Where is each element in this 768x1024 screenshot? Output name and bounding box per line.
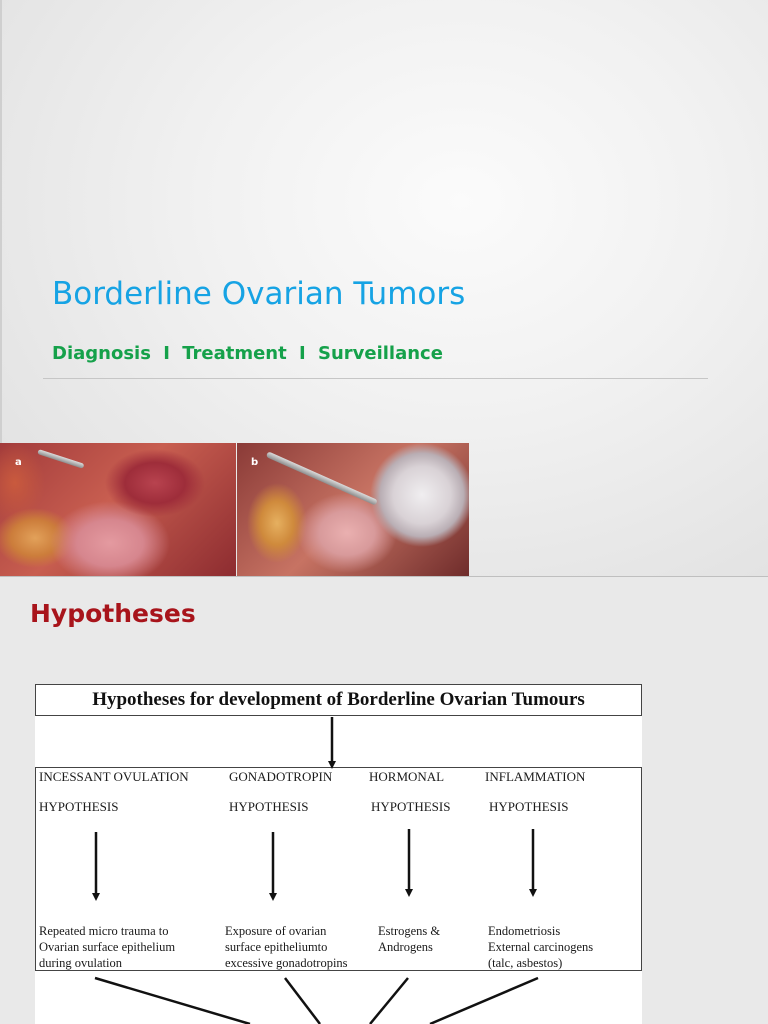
subtitle-diagnosis: Diagnosis bbox=[52, 343, 151, 364]
hypothesis-cause: Repeated micro trauma to Ovarian surface epithelium during ovulation bbox=[39, 924, 176, 970]
photo-panel-a bbox=[0, 443, 236, 576]
slide-subtitle bbox=[52, 343, 449, 364]
forceps-instrument bbox=[37, 449, 84, 469]
subtitle-surveillance: Surveillance bbox=[317, 343, 443, 364]
hypothesis-cause: Endometriosis External carcinogens (talc, asbestos) bbox=[488, 924, 594, 970]
hypothesis-name: INCESSANT OVULATION bbox=[39, 769, 189, 784]
hypothesis-label: HYPOTHESIS bbox=[39, 799, 119, 814]
slide-title: Borderline Ovarian Tumors bbox=[52, 276, 466, 312]
subtitle-separator: I bbox=[299, 343, 306, 364]
hypothesis-label: HYPOTHESIS bbox=[229, 799, 309, 814]
hypothesis-name: INFLAMMATION bbox=[485, 769, 586, 784]
diagram-title: Hypotheses for development of Borderline Ovarian Tumours bbox=[35, 684, 642, 716]
hypothesis-name: HORMONAL bbox=[369, 769, 445, 784]
slide-heading: Hypotheses bbox=[30, 599, 196, 628]
panel-label-a: a bbox=[15, 457, 22, 468]
hypotheses-diagram bbox=[0, 577, 768, 1024]
converge-line-1 bbox=[95, 978, 250, 1024]
panel-label-b: b bbox=[251, 457, 259, 468]
subtitle-treatment: Treatment bbox=[182, 343, 287, 364]
hypothesis-label: HYPOTHESIS bbox=[489, 799, 569, 814]
converge-line-3 bbox=[370, 978, 408, 1024]
hypotheses-slide bbox=[0, 577, 768, 1024]
laparoscopy-photo bbox=[0, 443, 469, 576]
photo-panel-b bbox=[237, 443, 469, 576]
hypothesis-label: HYPOTHESIS bbox=[371, 799, 451, 814]
hypothesis-cause: Estrogens & Androgens bbox=[378, 924, 441, 954]
subtitle-separator: I bbox=[163, 343, 170, 364]
converge-line-4 bbox=[430, 978, 538, 1024]
hypothesis-cause: Exposure of ovarian surface epitheliumto excessive gonadotropins bbox=[225, 924, 348, 970]
hypothesis-name: GONADOTROPIN bbox=[229, 769, 333, 784]
converge-line-2 bbox=[285, 978, 320, 1024]
title-divider bbox=[43, 378, 708, 379]
probe-instrument bbox=[266, 451, 378, 505]
